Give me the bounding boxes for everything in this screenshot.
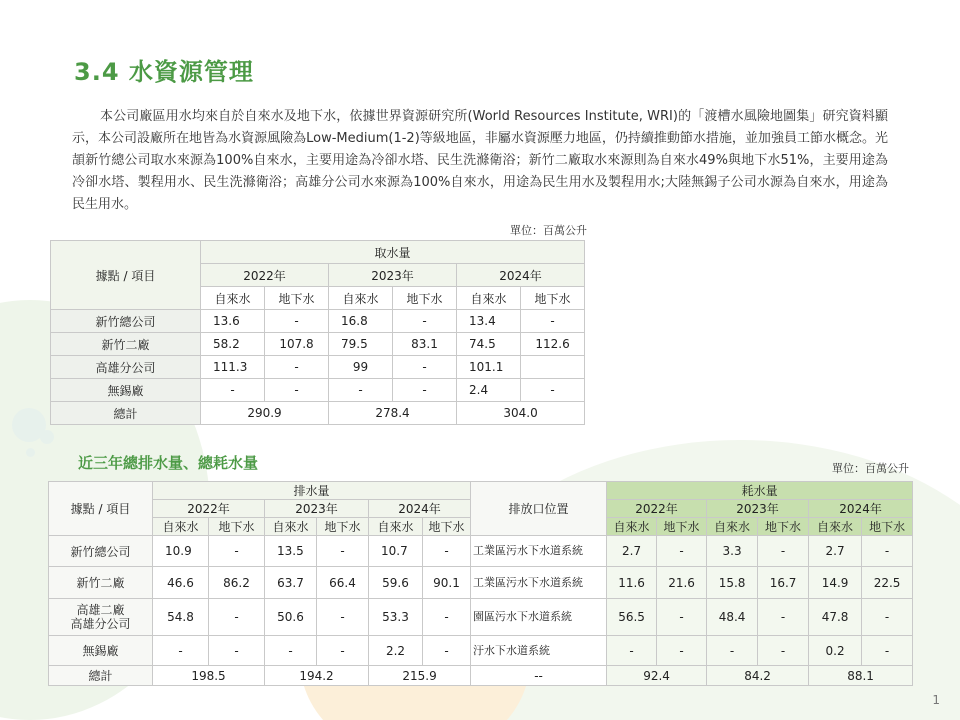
value-cell: - [758, 636, 809, 666]
water-intake-table [50, 240, 585, 425]
value-cell: 107.8 [265, 333, 329, 356]
value-cell: - [521, 379, 585, 402]
value-cell: - [862, 536, 913, 567]
value-cell: - [265, 310, 329, 333]
source-header: 地下水 [317, 518, 369, 536]
value-cell: - [423, 636, 471, 666]
value-cell: - [657, 599, 707, 636]
source-header: 地下水 [209, 518, 265, 536]
site-cell: 新竹總公司 [49, 536, 153, 567]
total-row [49, 666, 913, 686]
value-cell: 50.6 [265, 599, 317, 636]
outlet-location-cell: 汙水下水道系統 [471, 636, 607, 666]
total-cell: 88.1 [809, 666, 913, 686]
year-header: 2022年 [607, 500, 707, 518]
value-cell: - [521, 310, 585, 333]
value-cell: 86.2 [209, 567, 265, 599]
outlet-location-cell: 工業區污水下水道系統 [471, 536, 607, 567]
value-cell: - [393, 356, 457, 379]
total-label: 總計 [51, 402, 201, 425]
table-row [49, 536, 913, 567]
outlet-location-header: 排放口位置 [471, 482, 607, 536]
value-cell: - [657, 636, 707, 666]
site-cell: 新竹二廠 [49, 567, 153, 599]
value-cell: 74.5 [457, 333, 521, 356]
value-cell: - [201, 379, 265, 402]
total-cell: 278.4 [329, 402, 457, 425]
value-cell: 16.8 [329, 310, 393, 333]
total-cell: 198.5 [153, 666, 265, 686]
background-dot [40, 430, 54, 444]
year-header: 2022年 [201, 264, 329, 287]
value-cell: 59.6 [369, 567, 423, 599]
year-header: 2022年 [153, 500, 265, 518]
value-cell: - [758, 536, 809, 567]
total-cell: 194.2 [265, 666, 369, 686]
outlet-location-cell: 園區污水下水道系統 [471, 599, 607, 636]
value-cell: - [393, 310, 457, 333]
value-cell: 10.7 [369, 536, 423, 567]
site-cell [49, 599, 153, 636]
value-cell: 2.7 [809, 536, 862, 567]
table-row [51, 310, 585, 333]
source-header: 自來水 [329, 287, 393, 310]
discharge-group-header: 排水量 [153, 482, 471, 500]
value-cell: 10.9 [153, 536, 209, 567]
value-cell: 2.4 [457, 379, 521, 402]
value-cell: 53.3 [369, 599, 423, 636]
site-cell: 新竹總公司 [51, 310, 201, 333]
value-cell: 15.8 [707, 567, 758, 599]
value-cell: - [607, 636, 657, 666]
total-cell: 215.9 [369, 666, 471, 686]
source-header: 自來水 [153, 518, 209, 536]
value-cell [521, 356, 585, 379]
page-number: 1 [932, 693, 940, 707]
source-header: 自來水 [457, 287, 521, 310]
total-label: 總計 [49, 666, 153, 686]
value-cell: 56.5 [607, 599, 657, 636]
unit-label: 單位：百萬公升 [832, 462, 909, 475]
value-cell: 3.3 [707, 536, 758, 567]
site-name: 高雄二廠 [76, 603, 125, 617]
value-cell: - [758, 599, 809, 636]
site-cell: 無錫廠 [51, 379, 201, 402]
value-cell: 2.7 [607, 536, 657, 567]
source-header: 地下水 [393, 287, 457, 310]
consumption-group-header: 耗水量 [607, 482, 913, 500]
value-cell: 48.4 [707, 599, 758, 636]
value-cell: 46.6 [153, 567, 209, 599]
value-cell: 0.2 [809, 636, 862, 666]
site-cell: 無錫廠 [49, 636, 153, 666]
discharge-consumption-table [48, 481, 913, 686]
value-cell: 79.5 [329, 333, 393, 356]
source-header: 自來水 [607, 518, 657, 536]
value-cell: 111.3 [201, 356, 265, 379]
value-cell: - [393, 379, 457, 402]
site-cell: 高雄分公司 [51, 356, 201, 379]
value-cell: - [317, 636, 369, 666]
value-cell: - [265, 356, 329, 379]
section-heading: 近三年總排水量、總耗水量 [78, 454, 259, 472]
table-corner-header: 據點 / 項目 [49, 482, 153, 536]
table-corner-header: 據點 / 項目 [51, 241, 201, 310]
total-cell: 304.0 [457, 402, 585, 425]
value-cell: - [423, 536, 471, 567]
source-header: 地下水 [758, 518, 809, 536]
year-header: 2023年 [707, 500, 809, 518]
value-cell: 13.6 [201, 310, 265, 333]
source-header: 地下水 [862, 518, 913, 536]
value-cell: 58.2 [201, 333, 265, 356]
value-cell: - [657, 536, 707, 567]
source-header: 自來水 [201, 287, 265, 310]
total-cell: 290.9 [201, 402, 329, 425]
year-header: 2024年 [457, 264, 585, 287]
value-cell: 11.6 [607, 567, 657, 599]
table-row [49, 599, 913, 636]
value-cell: 90.1 [423, 567, 471, 599]
value-cell: 47.8 [809, 599, 862, 636]
table-row [49, 636, 913, 666]
value-cell: 99 [329, 356, 393, 379]
value-cell: - [317, 536, 369, 567]
value-cell: - [423, 599, 471, 636]
table-row [51, 379, 585, 402]
outlet-location-cell: 工業區污水下水道系統 [471, 567, 607, 599]
year-header: 2023年 [265, 500, 369, 518]
year-header: 2024年 [809, 500, 913, 518]
value-cell: 22.5 [862, 567, 913, 599]
value-cell: - [329, 379, 393, 402]
value-cell: - [209, 599, 265, 636]
value-cell: - [862, 636, 913, 666]
site-name: 高雄分公司 [70, 617, 131, 631]
value-cell: 54.8 [153, 599, 209, 636]
value-cell: - [265, 636, 317, 666]
page-title: 3.4 水資源管理 [74, 58, 254, 86]
year-header: 2023年 [329, 264, 457, 287]
table-row [51, 333, 585, 356]
source-header: 自來水 [707, 518, 758, 536]
value-cell: 16.7 [758, 567, 809, 599]
total-cell: 84.2 [707, 666, 809, 686]
value-cell: - [153, 636, 209, 666]
source-header: 地下水 [521, 287, 585, 310]
value-cell: 83.1 [393, 333, 457, 356]
intake-group-header: 取水量 [201, 241, 585, 264]
value-cell: 66.4 [317, 567, 369, 599]
source-header: 地下水 [265, 287, 329, 310]
value-cell: 13.5 [265, 536, 317, 567]
value-cell: - [209, 536, 265, 567]
total-cell: 92.4 [607, 666, 707, 686]
value-cell: 13.4 [457, 310, 521, 333]
total-row [51, 402, 585, 425]
table-row [51, 356, 585, 379]
year-header: 2024年 [369, 500, 471, 518]
source-header: 自來水 [265, 518, 317, 536]
value-cell: - [707, 636, 758, 666]
site-cell: 新竹二廠 [51, 333, 201, 356]
value-cell: 101.1 [457, 356, 521, 379]
background-dot [26, 448, 35, 457]
value-cell: 14.9 [809, 567, 862, 599]
value-cell: 63.7 [265, 567, 317, 599]
source-header: 自來水 [809, 518, 862, 536]
intro-paragraph: 本公司廠區用水均來自於自來水及地下水，依據世界資源研究所(World Resources Institute, WRI)的「渡槽水風險地圖集」研究資料顯示，本公司設廠所在地皆為水資源風險為Low-Medium(1-2)等級地區，非屬水資源壓力地區，仍持續推動節水措施，並加強員工節水概念。光頡新竹總公司取水來源為100%自來水，主要用途為冷卻水塔、民生洗滌衛浴；新竹二廠取水來源則為自來水49%與地下水51%，主要用途為冷卻水塔、製程用水、民生洗滌衛浴；高雄分公司水來源為100%自來水，用途為民生用水及製程用水;大陸無錫子公司水源為自來水，用途為民生用水。 [72, 109, 888, 212]
value-cell: - [209, 636, 265, 666]
value-cell: - [862, 599, 913, 636]
source-header: 地下水 [423, 518, 471, 536]
value-cell: - [265, 379, 329, 402]
outlet-location-total: -- [471, 666, 607, 686]
value-cell: - [317, 599, 369, 636]
source-header: 自來水 [369, 518, 423, 536]
table-row [49, 567, 913, 599]
value-cell: 112.6 [521, 333, 585, 356]
source-header: 地下水 [657, 518, 707, 536]
unit-label: 單位：百萬公升 [510, 224, 587, 237]
value-cell: 21.6 [657, 567, 707, 599]
value-cell: 2.2 [369, 636, 423, 666]
